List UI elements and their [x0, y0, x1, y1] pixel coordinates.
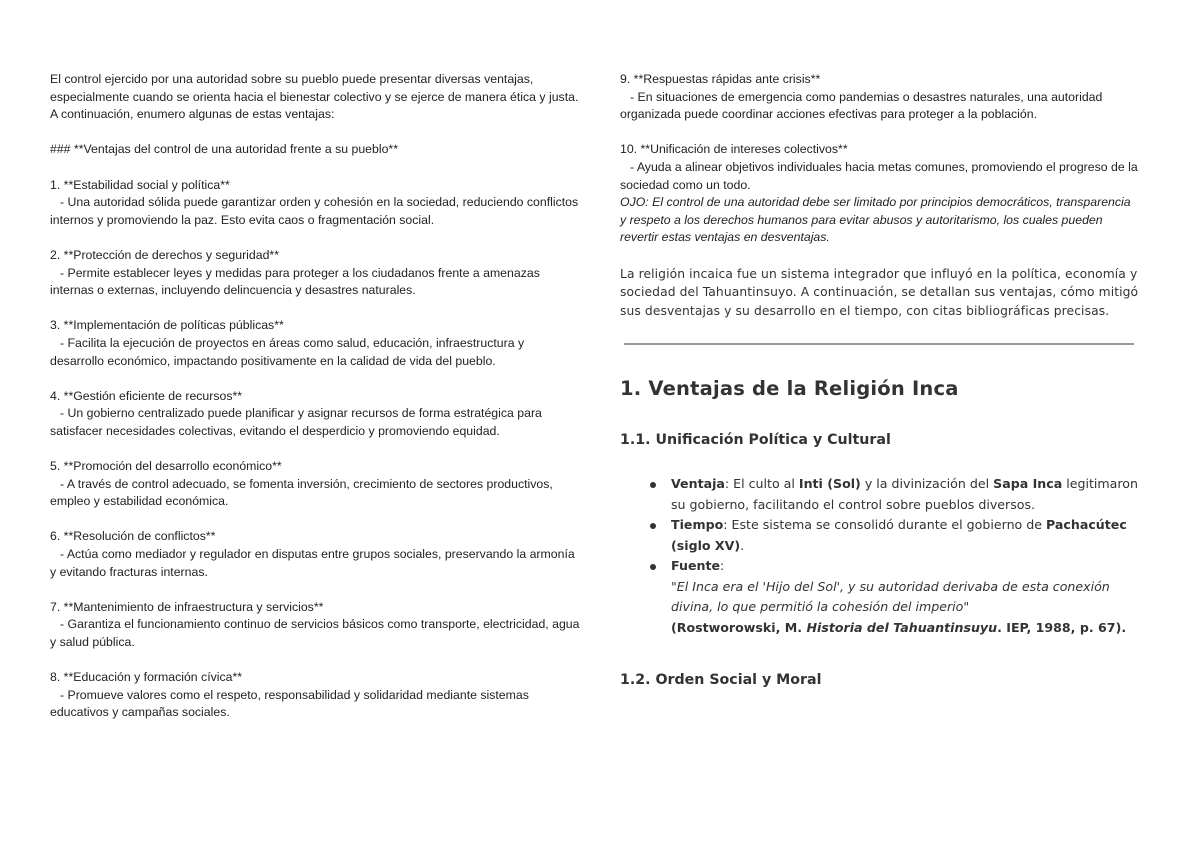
- list-item: Ventaja: El culto al Inti (Sol) y la divinización del Sapa Inca legitimaron su gobierno, facilitando el control sobre pueblos diversos.: [650, 474, 1140, 515]
- list-item: [50, 247, 580, 300]
- item-description: - Promueve valores como el respeto, responsabilidad y solidaridad mediante sistemas educativos y campañas sociales.: [50, 687, 529, 720]
- item-description: - Una autoridad sólida puede garantizar orden y cohesión en la sociedad, reduciendo conflictos internos y promoviendo la paz. Esto evita caos o fragmentación social.: [50, 195, 579, 227]
- bullet-label: Ventaja: [671, 476, 725, 492]
- subsection-heading: 1.1. Unificación Política y Cultural: [620, 432, 891, 449]
- item-title: 2. **Protección de derechos y seguridad**: [50, 247, 279, 262]
- section-heading: 1. Ventajas de la Religión Inca: [620, 377, 959, 401]
- list-item: Fuente: "El Inca era el 'Hijo del Sol', y su autoridad derivaba de esta conexión divina, lo que permitió la cohesión del imperio" (Rostworowski, M. Historia del Tahuantinsuyu. IEP, 1988, p. 67).: [650, 556, 1140, 638]
- item-description: - En situaciones de emergencia como pandemias o desastres naturales, una autoridad organizada puede coordinar acciones efectivas para proteger a la población.: [620, 89, 1103, 122]
- list-item: [50, 669, 580, 722]
- item-description: - Permite establecer leyes y medidas para proteger a los ciudadanos frente a amenazas internas o externas, incluyendo delincuencia y desastres naturales.: [50, 265, 540, 298]
- intro-paragraph: El control ejercido por una autoridad sobre su pueblo puede presentar diversas ventajas, especialmente cuando se orienta hacia el bienestar colectivo y se ejerce de manera ética y justa. A continuación, enumero algunas de estas ventajas:: [50, 72, 579, 122]
- bullet-icon: [650, 523, 656, 529]
- advantages-heading: ### **Ventajas del control de una autoridad frente a su pueblo**: [50, 142, 398, 157]
- item-title: 9. **Respuestas rápidas ante crisis**: [620, 72, 821, 86]
- list-item: [50, 458, 580, 511]
- item-title: 10. **Unificación de intereses colectivos**: [620, 142, 848, 157]
- list-item: [50, 388, 580, 441]
- left-column: [50, 71, 580, 740]
- section-divider: [624, 343, 1134, 345]
- item-description: - Garantiza el funcionamiento continuo de servicios básicos como transporte, electricidad, agua y salud pública.: [50, 617, 580, 649]
- bullet-label: Tiempo: [671, 517, 724, 533]
- item-title: 5. **Promoción del desarrollo económico**: [50, 459, 282, 474]
- subsection-heading: 1.2. Orden Social y Moral: [620, 672, 822, 689]
- item-title: 1. **Estabilidad social y política**: [50, 177, 230, 192]
- citation: (Rostworowski, M. Historia del Tahuantinsuyu. IEP, 1988, p. 67).: [671, 619, 1127, 635]
- item-title: 7. **Mantenimiento de infraestructura y servicios**: [50, 599, 324, 614]
- item-description: - Ayuda a alinear objetivos individuales hacia metas comunes, promoviendo el progreso de la sociedad como un todo.: [620, 159, 1138, 192]
- quotation: "El Inca era el 'Hijo del Sol', y su autoridad derivaba de esta conexión divina, lo que permitió la cohesión del imperio": [671, 578, 1110, 615]
- item-title: 8. **Educación y formación cívica**: [50, 670, 243, 685]
- list-item: [620, 71, 1140, 124]
- religion-intro: La religión incaica fue un sistema integrador que influyó en la política, economía y sociedad del Tahuantinsuyo. A continuación, se detallan sus ventajas, cómo mitigó sus desventajas y su desarrollo en el tiempo, con citas bibliográficas precisas.: [620, 266, 1139, 318]
- bullet-icon: [650, 482, 656, 488]
- item-description: - Un gobierno centralizado puede planificar y asignar recursos de forma estratégica para satisfacer necesidades colectivas, evitando el desperdicio y promoviendo equidad.: [50, 406, 542, 438]
- list-item: [620, 141, 1140, 194]
- bullet-list: [650, 474, 1140, 638]
- item-description: - Facilita la ejecución de proyectos en áreas como salud, educación, infraestructura y desarrollo económico, impactando positivamente en la calidad de vida del pueblo.: [50, 335, 525, 368]
- list-item: [50, 599, 580, 652]
- item-description: - A través de control adecuado, se fomenta inversión, crecimiento de sectores productivos, empleo y estabilidad económica.: [50, 476, 553, 509]
- warning-note: OJO: El control de una autoridad debe ser limitado por principios democráticos, transparencia y respeto a los derechos humanos para evitar abusos y autoritarismo, los cuales pueden revertir estas ventajas en desventajas.: [620, 195, 1131, 245]
- item-title: 4. **Gestión eficiente de recursos**: [50, 388, 243, 403]
- right-column: [620, 71, 1140, 688]
- bullet-label: Fuente: [671, 558, 721, 574]
- list-item: [50, 177, 580, 230]
- bullet-icon: [650, 564, 656, 570]
- list-item: [50, 317, 580, 370]
- advantages-continued: [620, 71, 1140, 247]
- list-item: [50, 528, 580, 581]
- item-title: 6. **Resolución de conflictos**: [50, 529, 216, 544]
- list-item: Tiempo: Este sistema se consolidó durante el gobierno de Pachacútec (siglo XV).: [650, 515, 1140, 556]
- item-description: - Actúa como mediador y regulador en disputas entre grupos sociales, preservando la armonía y evitando fracturas internas.: [50, 547, 575, 579]
- item-title: 3. **Implementación de políticas públicas**: [50, 318, 284, 333]
